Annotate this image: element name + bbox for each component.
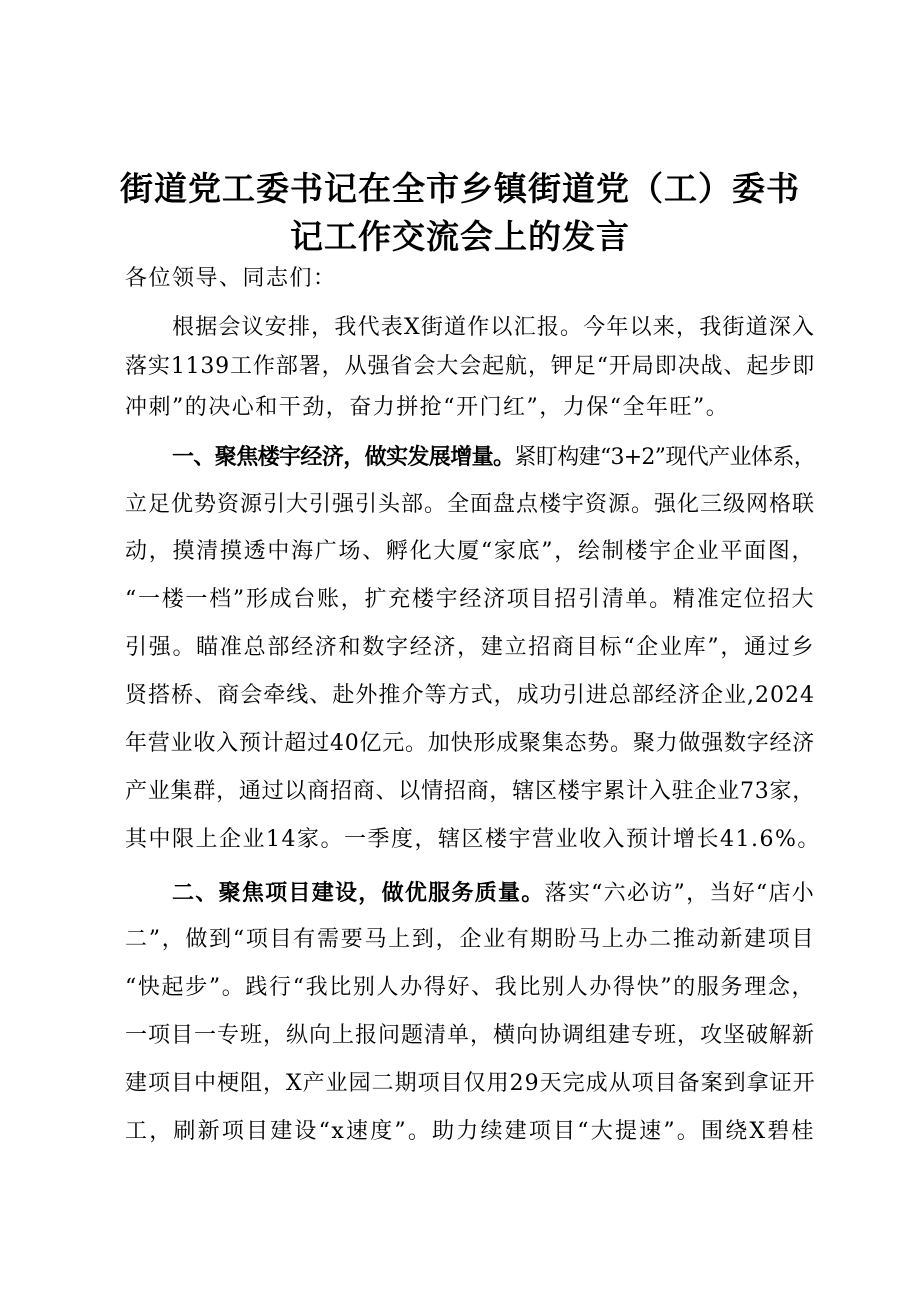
intro-line-3: 冲刺”的决心和干劲，奋力拼抢“开门红”，力保“全年旺”。 bbox=[125, 395, 730, 420]
document-title-line-2: 记工作交流会上的发言 bbox=[290, 217, 630, 256]
section2-first-line-text: 落实“六必访”，当好“店小 bbox=[544, 881, 815, 906]
section1-line-4: “一楼一档”形成台账，扩充楼宇经济项目招引清单。精准定位招大 bbox=[125, 587, 815, 612]
section1-line-7: 年营业收入预计超过40亿元。加快形成聚集态势。聚力做强数字经济 bbox=[125, 731, 815, 756]
section2-line-5: 建项目中梗阻，X产业园二期项目仅用29天完成从项目备案到拿证开 bbox=[125, 1071, 816, 1096]
section2-heading: 二、聚焦项目建设，做优服务质量。 bbox=[172, 881, 545, 906]
section2-line-4: 一项目一专班，纵向上报问题清单，横向协调组建专班，攻坚破解新 bbox=[125, 1023, 816, 1048]
section1-line-8: 产业集群，通过以商招商、以情招商，辖区楼宇累计入驻企业73家， bbox=[125, 779, 815, 804]
section1-line-3: 动，摸清摸透中海广场、孵化大厦“家底”，绘制楼宇企业平面图， bbox=[125, 539, 815, 564]
section2-line-6: 工，刷新项目建设“x速度”。助力续建项目“大提速”。围绕X碧桂 bbox=[125, 1119, 815, 1144]
section2-first-line bbox=[172, 883, 815, 905]
section1-line-6: 贤搭桥、商会牵线、赴外推介等方式，成功引进总部经济企业,2024 bbox=[125, 683, 815, 708]
section2-line-2: 二”，做到“项目有需要马上到，企业有期盼马上办二推动新建项目 bbox=[125, 927, 815, 952]
section1-first-line bbox=[172, 447, 815, 469]
section1-first-line-text: 紧盯构建“3+2”现代产业体系， bbox=[514, 445, 815, 470]
document-title-line-1: 街道党工委书记在全市乡镇街道党（工）委书 bbox=[120, 169, 800, 208]
section1-line-9: 其中限上企业14家。一季度，辖区楼宇营业收入预计增长41.6%。 bbox=[125, 827, 821, 852]
section1-line-2: 立足优势资源引大引强引头部。全面盘点楼宇资源。强化三级网格联 bbox=[125, 492, 816, 517]
salutation: 各位领导、同志们： bbox=[125, 266, 337, 291]
intro-line-2: 落实1139工作部署，从强省会大会起航，钾足“开局即决战、起步即 bbox=[125, 354, 815, 379]
intro-line-1: 根据会议安排，我代表X街道作以汇报。今年以来，我街道深入 bbox=[172, 315, 815, 340]
section1-heading: 一、聚焦楼宇经济，做实发展增量。 bbox=[172, 445, 515, 470]
section2-line-3: “快起步”。践行“我比别人办得好、我比别人办得快”的服务理念， bbox=[125, 975, 815, 1000]
section1-line-5: 引强。瞄准总部经济和数字经济，建立招商目标“企业库”，通过乡 bbox=[125, 635, 815, 660]
